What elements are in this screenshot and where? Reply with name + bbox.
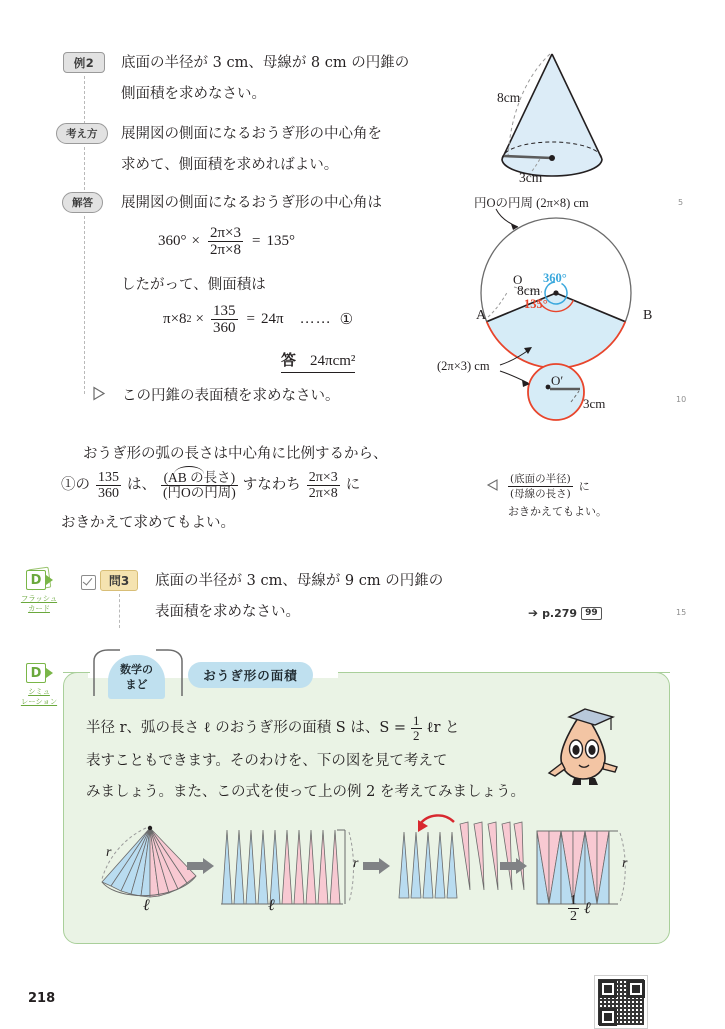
sector-caption: 円Oの円周 (2π×8) cm — [474, 196, 589, 210]
mado-body-l1-b: ℓr と — [426, 720, 460, 737]
flashcard-label-1: フラッシュ — [20, 594, 58, 603]
eq2-result: 24π — [260, 311, 284, 328]
rect-base-label — [565, 893, 591, 924]
small-circle-radius: 3cm — [583, 396, 606, 411]
rect-base-fraction — [568, 893, 579, 924]
eq2-a: π×8 — [163, 311, 187, 328]
explain-frac1-den: 360 — [98, 486, 119, 502]
eq1-numerator: 2π×3 — [209, 225, 242, 241]
sidenote-suffix: に — [578, 480, 590, 493]
qr-code-frame[interactable] — [594, 975, 648, 1029]
mado-body-line-2: 表すこともできます。そのわけを、下の図を見て考えて — [86, 753, 448, 769]
explain-frac-2 — [161, 471, 238, 501]
explain-l2-c: すなわち — [242, 477, 301, 494]
simulation-letter: D — [26, 663, 46, 683]
checkbox-icon[interactable] — [81, 575, 96, 590]
flashcard-media-icon[interactable] — [20, 570, 62, 613]
approach-line-1: 展開図の側面になるおうぎ形の中心角を — [121, 126, 382, 142]
fan-radius-label: r — [106, 845, 112, 860]
gutter-dash-2 — [84, 147, 85, 195]
diagram-step-strip — [221, 826, 351, 910]
cone-slant-label: 8cm — [497, 90, 521, 105]
question3-reference[interactable] — [528, 606, 602, 620]
eq2-times: × — [195, 311, 205, 328]
cone-figure — [480, 38, 660, 193]
mado-title-chip: おうぎ形の面積 — [188, 662, 313, 688]
followup-text: この円錐の表面積を求めなさい。 — [122, 388, 340, 404]
qr-eye-bl — [599, 1008, 617, 1026]
ref-page: p.279 — [542, 606, 578, 620]
panel-top-rule-left — [63, 672, 90, 673]
mado-badge-line-2: まど — [125, 678, 148, 691]
example-line-2: 側面積を求めなさい。 — [121, 86, 266, 102]
eq1-times: × — [191, 233, 200, 250]
sector-angle-label: 135° — [524, 297, 548, 311]
sidenote-bullet-icon — [487, 479, 499, 491]
sidenote-fraction — [508, 472, 573, 501]
question3-line-1: 底面の半径が 3 cm、母線が 9 cm の円錐の — [155, 573, 444, 589]
qr-eye-tl — [599, 980, 617, 998]
gutter-dash-3 — [84, 216, 85, 394]
sequence-arrow-2 — [363, 858, 391, 874]
explain-frac-3 — [307, 470, 340, 501]
eq2-dots: …… — [299, 311, 332, 328]
explain-l2-d: に — [345, 477, 361, 494]
flashcard-icon[interactable] — [26, 570, 52, 592]
explain-line-1: おうぎ形の弧の長さは中心角に比例するから、 — [83, 446, 388, 462]
solution-equation-1 — [158, 225, 295, 258]
eq2-exponent: 2 — [186, 314, 192, 326]
play-triangle-icon-2 — [46, 668, 53, 678]
sidenote-line-1 — [505, 472, 590, 501]
eq1-equals: = — [252, 233, 261, 250]
mado-body-line-3: みましょう。また、この式を使って上の例 2 を考えてみましょう。 — [86, 784, 525, 800]
sequence-arrow-1 — [187, 858, 215, 874]
eq1-denominator: 2π×8 — [209, 242, 242, 259]
eq2-tag: ① — [339, 312, 354, 329]
rect-base-num: 1 — [570, 893, 577, 908]
sector-angle-full: 360° — [543, 271, 567, 285]
mado-badge — [108, 655, 165, 699]
sector-arc-label: (2π×3) cm — [437, 359, 490, 373]
example-label: 例2 — [63, 52, 105, 73]
explain-l2-b: は、 — [127, 477, 156, 494]
explain-l2-a: ①の — [61, 477, 90, 494]
explain-line-3: おきかえて求めてもよい。 — [61, 515, 235, 531]
question3-line-2: 表面積を求めなさい。 — [155, 604, 300, 620]
mado-frac-den: 2 — [413, 728, 420, 744]
sidenote-frac-num: (底面の半径) — [510, 473, 571, 485]
sector-point-a: A — [476, 308, 487, 323]
qr-eye-tr — [627, 980, 645, 998]
explain-frac2-den: (円Oの円周) — [163, 485, 236, 501]
example-line-1: 底面の半径が 3 cm、母線が 8 cm の円錐の — [121, 55, 410, 71]
simulation-label-1: シミュ — [28, 687, 50, 696]
play-triangle-icon — [46, 575, 53, 585]
solution-equation-2 — [163, 303, 353, 336]
rect-base-suffix: ℓ — [584, 899, 591, 917]
final-answer — [281, 349, 355, 373]
line-number-15: 15 — [676, 608, 687, 617]
ref-number-box: 99 — [581, 607, 602, 620]
solution-label: 解答 — [62, 192, 103, 213]
mado-badge-line-1: 数学の — [120, 663, 153, 676]
eq2-denominator: 360 — [213, 320, 236, 337]
sector-point-b: B — [643, 308, 653, 323]
panel-top-rule-right — [338, 672, 670, 673]
eq2-numerator: 135 — [213, 303, 236, 319]
question3-checkbox[interactable] — [81, 575, 96, 595]
rect-radius-label: r — [622, 856, 628, 871]
sector-center-label: O — [513, 272, 523, 287]
approach-label: 考え方 — [56, 123, 108, 144]
question3-label: 問3 — [100, 570, 138, 591]
simulation-label-2: レーション — [20, 696, 58, 706]
sidenote-frac-den: (母線の長さ) — [510, 488, 571, 500]
explain-frac3-den: 2π×8 — [308, 486, 338, 502]
solution-line-2: したがって、側面積は — [121, 277, 266, 293]
explain-frac1-num: 135 — [98, 470, 119, 485]
simulation-media-icon[interactable] — [20, 663, 65, 706]
explain-frac3-num: 2π×3 — [308, 470, 338, 485]
gutter-dash-4 — [119, 594, 120, 628]
line-number-5: 5 — [678, 198, 684, 207]
eq1-fraction — [208, 225, 243, 258]
explain-frac2-num: (AB の長さ) — [163, 469, 236, 485]
eq1-a: 360° — [158, 233, 187, 250]
fan-arc-label: ℓ — [143, 897, 150, 914]
mado-half-fraction — [411, 714, 422, 743]
explain-frac-1 — [96, 470, 121, 501]
sector-radius-label: 8cm — [517, 283, 541, 298]
ref-arrow-icon: ➔ — [528, 606, 539, 620]
approach-line-2: 求めて、側面積を求めればよい。 — [121, 157, 339, 173]
small-circle-center: O′ — [551, 373, 564, 388]
explain-line-2 — [61, 470, 360, 501]
sequence-arrow-3 — [500, 858, 528, 874]
line-number-10: 10 — [676, 395, 687, 404]
mado-body-l1-a: 半径 r、弧の長さ ℓ のおうぎ形の面積 S は、S = — [86, 720, 407, 737]
rect-base-den: 2 — [570, 909, 577, 925]
cone-radius-label: 3cm — [519, 170, 543, 185]
answer-value: 24πcm² — [310, 353, 356, 369]
eq2-equals: = — [246, 311, 255, 328]
simulation-icon[interactable] — [26, 663, 52, 685]
flashcard-label-2: カード — [28, 603, 50, 613]
strip-radius-label: r — [353, 856, 359, 871]
eq2-fraction — [211, 303, 238, 336]
answer-label: 答 — [281, 351, 297, 369]
mado-frac-num: 1 — [413, 713, 420, 728]
flashcard-letter: D — [26, 570, 46, 590]
mascot-character — [545, 703, 623, 788]
eq1-result: 135° — [266, 233, 295, 250]
followup-bullet-icon — [92, 386, 106, 401]
gutter-dash-1 — [84, 76, 85, 124]
page-number: 218 — [28, 991, 56, 1006]
solution-line-1: 展開図の側面になるおうぎ形の中心角は — [121, 195, 382, 211]
mado-body-line-1 — [86, 714, 460, 743]
strip-arc-label: ℓ — [268, 897, 275, 914]
sidenote-line-2: おきかえてもよい。 — [508, 505, 607, 518]
